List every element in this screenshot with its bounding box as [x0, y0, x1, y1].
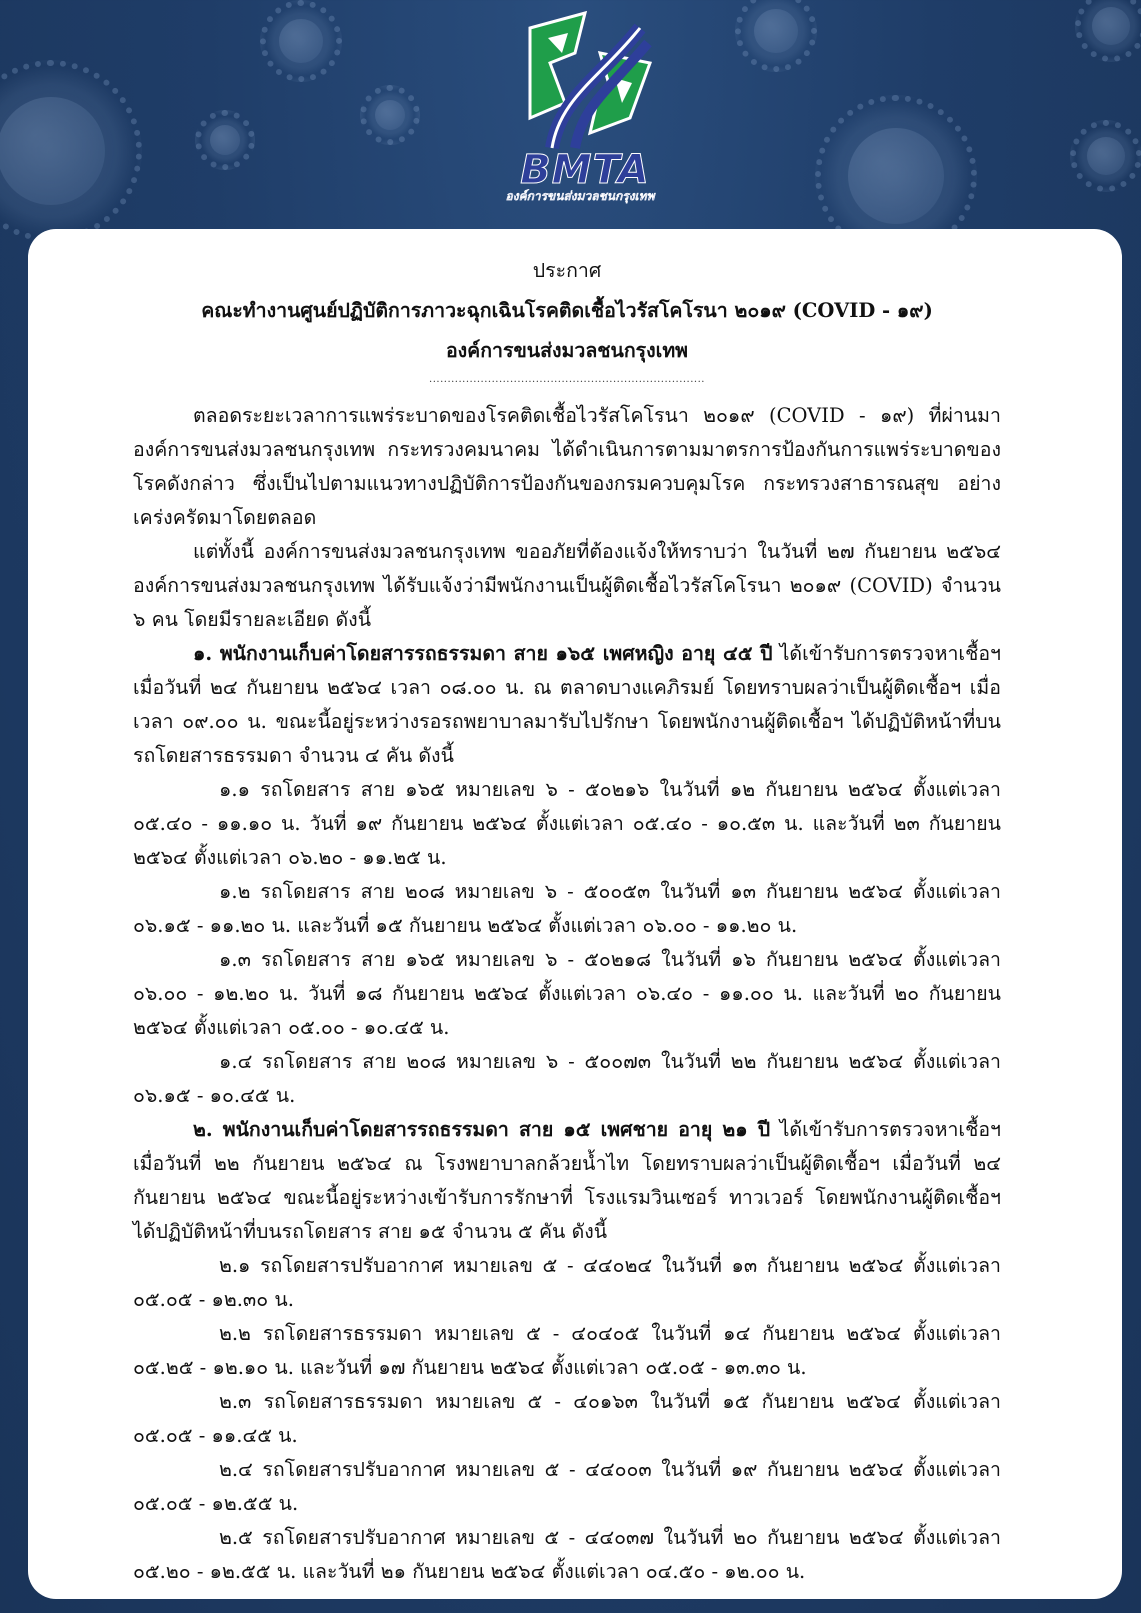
case-2-item: ๒.๒ รถโดยสารธรรมดา หมายเลข ๕ - ๔๐๔๐๕ ในวันที่ ๑๔ กันยายน ๒๕๖๔ ตั้งแต่เวลา ๐๕.๒๕ - ๑๒.๑๐ น. และวันที่ ๑๗ กันยายน ๒๕๖๔ ตั้งแต่เวลา ๐๕.๐๕ - ๑๓.๓๐ น.: [133, 1322, 1001, 1379]
case-1-item: ๑.๔ รถโดยสาร สาย ๒๐๘ หมายเลข ๖ - ๕๐๐๗๓ ในวันที่ ๒๒ กันยายน ๒๕๖๔ ตั้งแต่เวลา ๐๖.๑๕ - ๑๐.๔๕ น.: [133, 1050, 1001, 1107]
case-1-text: ได้เข้ารับการตรวจหาเชื้อฯ เมื่อวันที่ ๒๔ กันยายน ๒๕๖๔ เวลา ๐๘.๐๐ น. ณ ตลาดบางแคภิรมย์ โดยทราบผลว่าเป็นผู้ติดเชื้อฯ เมื่อเวลา ๐๙.๐๐ น. ขณะนี้อยู่ระหว่างรอรถพยาบาลมารับไปรักษา โดยพนักงานผู้ติดเชื้อฯ ได้ปฏิบัติหน้าที่บนรถโดยสารธรรมดา จำนวน ๔ คัน ดังนี้: [133, 642, 1001, 767]
announcement-body: [133, 251, 1001, 1589]
case-1-lead: ๑. พนักงานเก็บค่าโดยสารรถธรรมดา สาย ๑๖๕ เพศหญิง อายุ ๔๕ ปี: [193, 642, 773, 665]
announcement-organization: องค์การขนส่งมวลชนกรุงเทพ: [445, 339, 689, 362]
case-2-lead: ๒. พนักงานเก็บค่าโดยสารรถธรรมดา สาย ๑๕ เพศชาย อายุ ๒๑ ปี: [193, 1118, 771, 1141]
case-1-item: ๑.๓ รถโดยสาร สาย ๑๖๕ หมายเลข ๖ - ๕๐๒๑๘ ในวันที่ ๑๖ กันยายน ๒๕๖๔ ตั้งแต่เวลา ๐๖.๐๐ - ๑๒.๒๐ น. วันที่ ๑๘ กันยายน ๒๕๖๔ ตั้งแต่เวลา ๐๖.๔๐ - ๑๑.๐๐ น. และวันที่ ๒๐ กันยายน ๒๕๖๔ ตั้งแต่เวลา ๐๕.๐๐ - ๑๐.๔๕ น.: [133, 948, 1001, 1039]
virus-decoration: [1070, 120, 1141, 192]
virus-decoration: [360, 85, 420, 145]
case-2-paragraph: [133, 1113, 1001, 1249]
virus-decoration: [0, 60, 142, 242]
case-1-item: ๑.๑ รถโดยสาร สาย ๑๖๕ หมายเลข ๖ - ๕๐๒๑๖ ในวันที่ ๑๒ กันยายน ๒๕๖๔ ตั้งแต่เวลา ๐๕.๔๐ - ๑๑.๑๐ น. วันที่ ๑๙ กันยายน ๒๕๖๔ ตั้งแต่เวลา ๐๕.๔๐ - ๑๐.๕๓ น. และวันที่ ๒๓ กันยายน ๒๕๖๔ ตั้งแต่เวลา ๐๖.๒๐ - ๑๑.๒๕ น.: [133, 778, 1001, 869]
case-2-item: ๒.๓ รถโดยสารธรรมดา หมายเลข ๕ - ๔๐๑๖๓ ในวันที่ ๑๕ กันยายน ๒๕๖๔ ตั้งแต่เวลา ๐๕.๐๕ - ๑๑.๔๕ น.: [133, 1390, 1001, 1447]
intro-paragraph: ตลอดระยะเวลาการแพร่ระบาดของโรคติดเชื้อไวรัสโคโรนา ๒๐๑๙ (COVID - ๑๙) ที่ผ่านมาองค์การขนส่งมวลชนกรุงเทพ กระทรวงคมนาคม ได้ดำเนินการตามมาตรการป้องกันการแพร่ระบาดของโรคดังกล่าว ซึ่งเป็นไปตามแนวทางปฏิบัติการป้องกันของกรมควบคุมโรค กระทรวงสาธารณสุข อย่างเคร่งครัดมาโดยตลอด: [133, 404, 1001, 529]
logo-subtitle: องค์การขนส่งมวลชนกรุงเทพ: [505, 189, 655, 203]
case-2-text: ได้เข้ารับการตรวจหาเชื้อฯ เมื่อวันที่ ๒๒ กันยายน ๒๕๖๔ ณ โรงพยาบาลกล้วยน้ำไท โดยทราบผลว่าเป็นผู้ติดเชื้อฯ เมื่อวันที่ ๒๔ กันยายน ๒๕๖๔ ขณะนี้อยู่ระหว่างเข้ารับการรักษาที่ โรงแรมวินเซอร์ ทาวเวอร์ โดยพนักงานผู้ติดเชื้อฯ ได้ปฏิบัติหน้าที่บนรถโดยสาร สาย ๑๕ จำนวน ๕ คัน ดังนี้: [133, 1118, 1001, 1243]
announcement-card: [28, 229, 1122, 1599]
logo-wordmark: BMTA: [520, 147, 650, 193]
announcement-subtitle: คณะทำงานศูนย์ปฏิบัติการภาวะฉุกเฉินโรคติดเชื้อไวรัสโคโรนา ๒๐๑๙ (COVID - ๑๙): [201, 299, 933, 322]
case-2-item: ๒.๕ รถโดยสารปรับอากาศ หมายเลข ๕ - ๔๔๐๓๗ ในวันที่ ๒๐ กันยายน ๒๕๖๔ ตั้งแต่เวลา ๐๕.๒๐ - ๑๒.๕๕ น. และวันที่ ๒๑ กันยายน ๒๕๖๔ ตั้งแต่เวลา ๐๔.๕๐ - ๑๒.๐๐ น.: [133, 1526, 1001, 1583]
notice-paragraph: แต่ทั้งนี้ องค์การขนส่งมวลชนกรุงเทพ ขออภัยที่ต้องแจ้งให้ทราบว่า ในวันที่ ๒๗ กันยายน ๒๕๖๔ องค์การขนส่งมวลชนกรุงเทพ ได้รับแจ้งว่ามีพนักงานเป็นผู้ติดเชื้อไวรัสโคโรนา ๒๐๑๙ (COVID) จำนวน ๖ คน โดยมีรายละเอียด ดังนี้: [133, 540, 1001, 631]
virus-decoration: [735, 0, 817, 72]
virus-decoration: [195, 110, 255, 170]
announcement-title: ประกาศ: [532, 259, 602, 282]
case-1-paragraph: [133, 637, 1001, 773]
case-2-item: ๒.๔ รถโดยสารปรับอากาศ หมายเลข ๕ - ๔๔๐๐๓ ในวันที่ ๑๙ กันยายน ๒๕๖๔ ตั้งแต่เวลา ๐๕.๐๕ - ๑๒.๕๕ น.: [133, 1458, 1001, 1515]
divider: ...........................................................................: [429, 374, 705, 385]
virus-decoration: [260, 0, 342, 82]
case-2-item: ๒.๑ รถโดยสารปรับอากาศ หมายเลข ๕ - ๔๔๐๒๔ ในวันที่ ๑๓ กันยายน ๒๕๖๔ ตั้งแต่เวลา ๐๕.๐๕ - ๑๒.๓๐ น.: [133, 1254, 1001, 1311]
case-1-item: ๑.๒ รถโดยสาร สาย ๒๐๘ หมายเลข ๖ - ๕๐๐๕๓ ในวันที่ ๑๓ กันยายน ๒๕๖๔ ตั้งแต่เวลา ๐๖.๑๕ - ๑๑.๒๐ น. และวันที่ ๑๕ กันยายน ๒๕๖๔ ตั้งแต่เวลา ๐๖.๐๐ - ๑๑.๒๐ น.: [133, 880, 1001, 937]
virus-decoration: [1075, 0, 1141, 62]
